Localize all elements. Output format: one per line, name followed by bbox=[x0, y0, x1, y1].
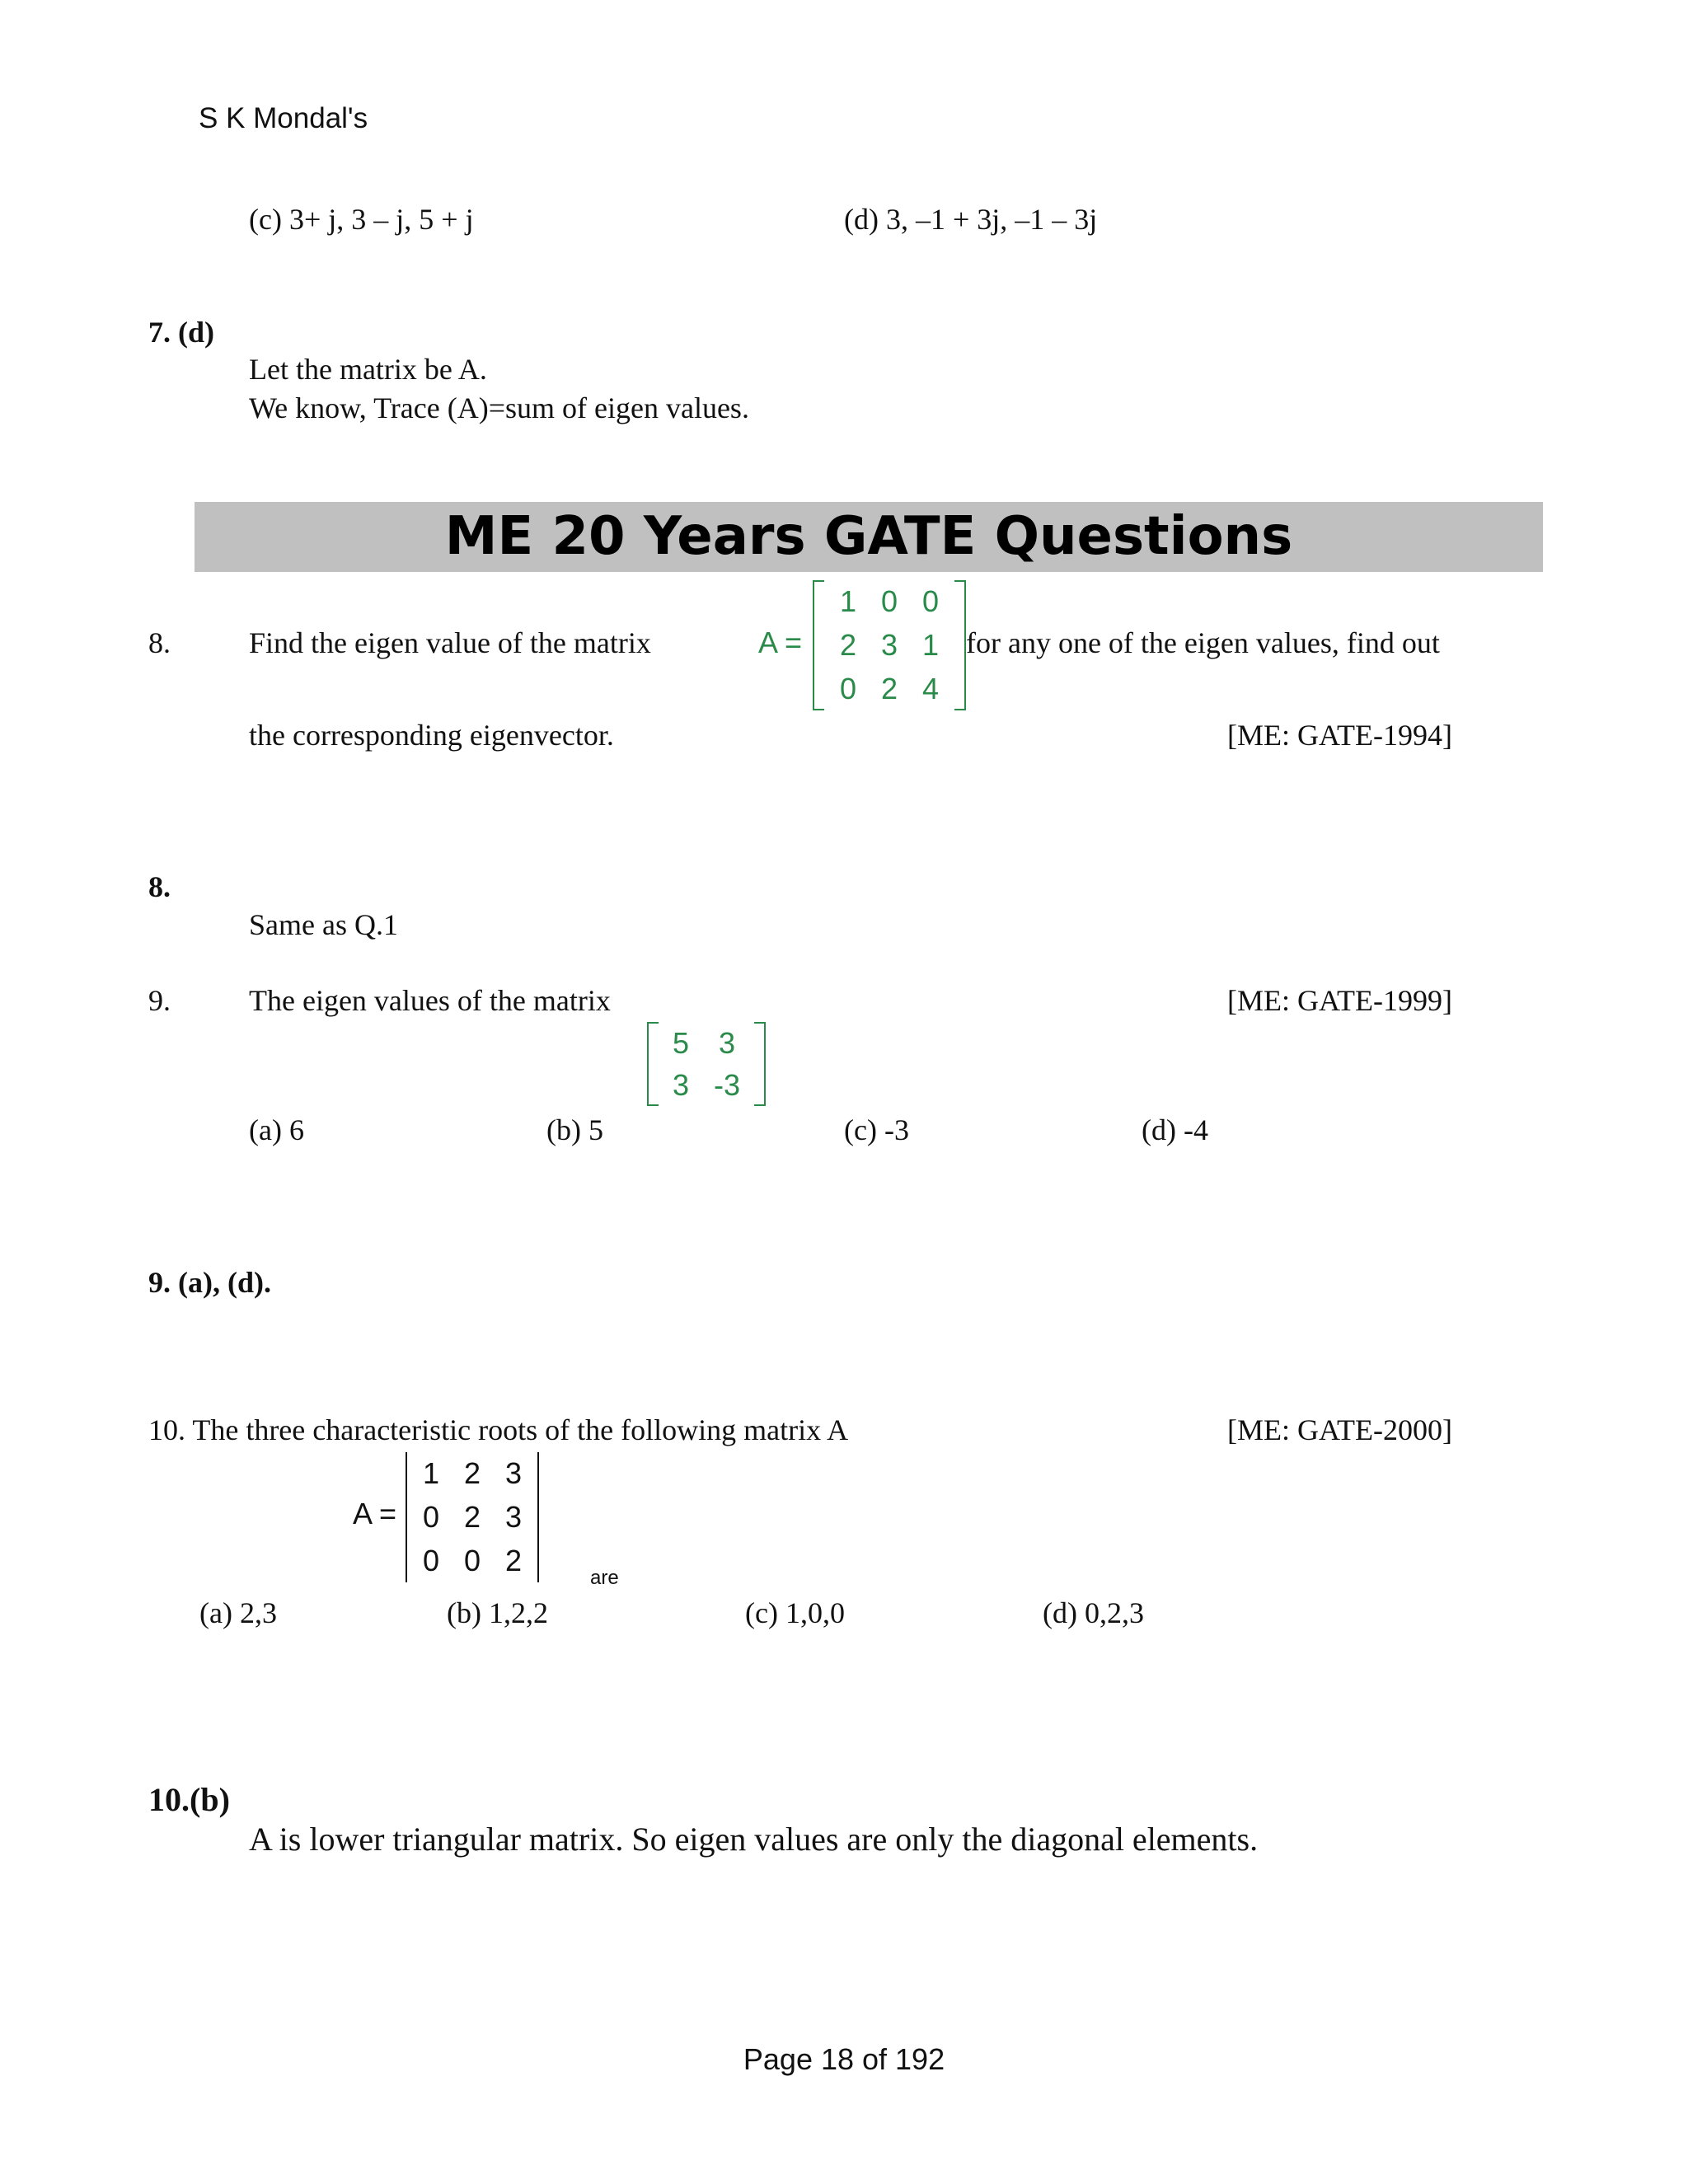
question-10-source: [ME: GATE-2000] bbox=[1227, 1413, 1452, 1446]
matrix-cell: 0 bbox=[422, 1499, 440, 1534]
option-d: (d) -4 bbox=[1142, 1113, 1208, 1146]
matrix-cell: 0 bbox=[422, 1543, 440, 1577]
answer-7-line2: We know, Trace (A)=sum of eigen values. bbox=[249, 391, 749, 424]
answer-8-text: Same as Q.1 bbox=[249, 908, 398, 941]
question-9-number: 9. bbox=[148, 984, 171, 1017]
question-8-line2: the corresponding eigenvector. bbox=[249, 719, 614, 752]
matrix-q9 bbox=[647, 1022, 766, 1106]
matrix-cell: 2 bbox=[504, 1543, 523, 1577]
option-b: (b) 1,2,2 bbox=[447, 1596, 548, 1629]
question-8-source: [ME: GATE-1994] bbox=[1227, 719, 1452, 752]
option-c: (c) -3 bbox=[844, 1113, 909, 1146]
running-header: S K Mondal's bbox=[199, 102, 368, 134]
matrix-cell: 0 bbox=[880, 584, 898, 619]
question-9-source: [ME: GATE-1999] bbox=[1227, 984, 1452, 1017]
answer-9-label: 9. (a), (d). bbox=[148, 1266, 271, 1299]
answer-7-line1: Let the matrix be A. bbox=[249, 353, 487, 386]
matrix-cell: 5 bbox=[672, 1025, 690, 1060]
section-title: ME 20 Years GATE Questions bbox=[444, 506, 1293, 567]
matrix-cell: 0 bbox=[839, 671, 857, 705]
matrix-cell: 3 bbox=[718, 1025, 736, 1060]
matrix-cell: 2 bbox=[880, 671, 898, 705]
answer-7-label: 7. (d) bbox=[148, 316, 214, 349]
option-c: (c) 3+ j, 3 – j, 5 + j bbox=[249, 203, 474, 236]
option-d: (d) 3, –1 + 3j, –1 – 3j bbox=[844, 203, 1098, 236]
matrix-cell: -3 bbox=[713, 1067, 740, 1102]
question-10-text: 10. The three characteristic roots of the following matrix A bbox=[148, 1413, 849, 1446]
question-8-text-cont: for any one of the eigen values, find out bbox=[966, 626, 1440, 659]
question-8-number: 8. bbox=[148, 626, 171, 659]
matrix-cell: 3 bbox=[672, 1067, 690, 1102]
question-10-trail: are bbox=[590, 1567, 619, 1589]
matrix-cell: 3 bbox=[504, 1499, 523, 1534]
option-a: (a) 2,3 bbox=[199, 1596, 277, 1629]
matrix-cell: 1 bbox=[921, 627, 940, 662]
matrix-cell: 4 bbox=[921, 671, 940, 705]
matrix-cell: 2 bbox=[839, 627, 857, 662]
matrix-cell: 1 bbox=[422, 1456, 440, 1491]
matrix-q8 bbox=[813, 580, 966, 710]
matrix-cell: 1 bbox=[839, 584, 857, 619]
matrix-cell: 2 bbox=[463, 1456, 481, 1491]
answer-10-text: A is lower triangular matrix. So eigen values are only the diagonal elements. bbox=[249, 1821, 1259, 1858]
answer-10-label: 10.(b) bbox=[148, 1781, 230, 1818]
matrix-lhs: A = bbox=[758, 626, 803, 659]
option-a: (a) 6 bbox=[249, 1113, 304, 1146]
answer-8-label: 8. bbox=[148, 870, 171, 903]
matrix-cell: 0 bbox=[463, 1543, 481, 1577]
matrix-cell: 0 bbox=[921, 584, 940, 619]
option-b: (b) 5 bbox=[546, 1113, 603, 1146]
matrix-lhs: A = bbox=[353, 1497, 397, 1530]
question-9-text: The eigen values of the matrix bbox=[249, 984, 611, 1017]
question-8-text: Find the eigen value of the matrix bbox=[249, 626, 651, 659]
determinant-q10 bbox=[406, 1452, 539, 1582]
page-number: Page 18 of 192 bbox=[743, 2042, 945, 2076]
option-d: (d) 0,2,3 bbox=[1043, 1596, 1144, 1629]
matrix-cell: 3 bbox=[504, 1456, 523, 1491]
matrix-cell: 2 bbox=[463, 1499, 481, 1534]
section-banner bbox=[195, 502, 1543, 572]
option-c: (c) 1,0,0 bbox=[745, 1596, 845, 1629]
matrix-cell: 3 bbox=[880, 627, 898, 662]
